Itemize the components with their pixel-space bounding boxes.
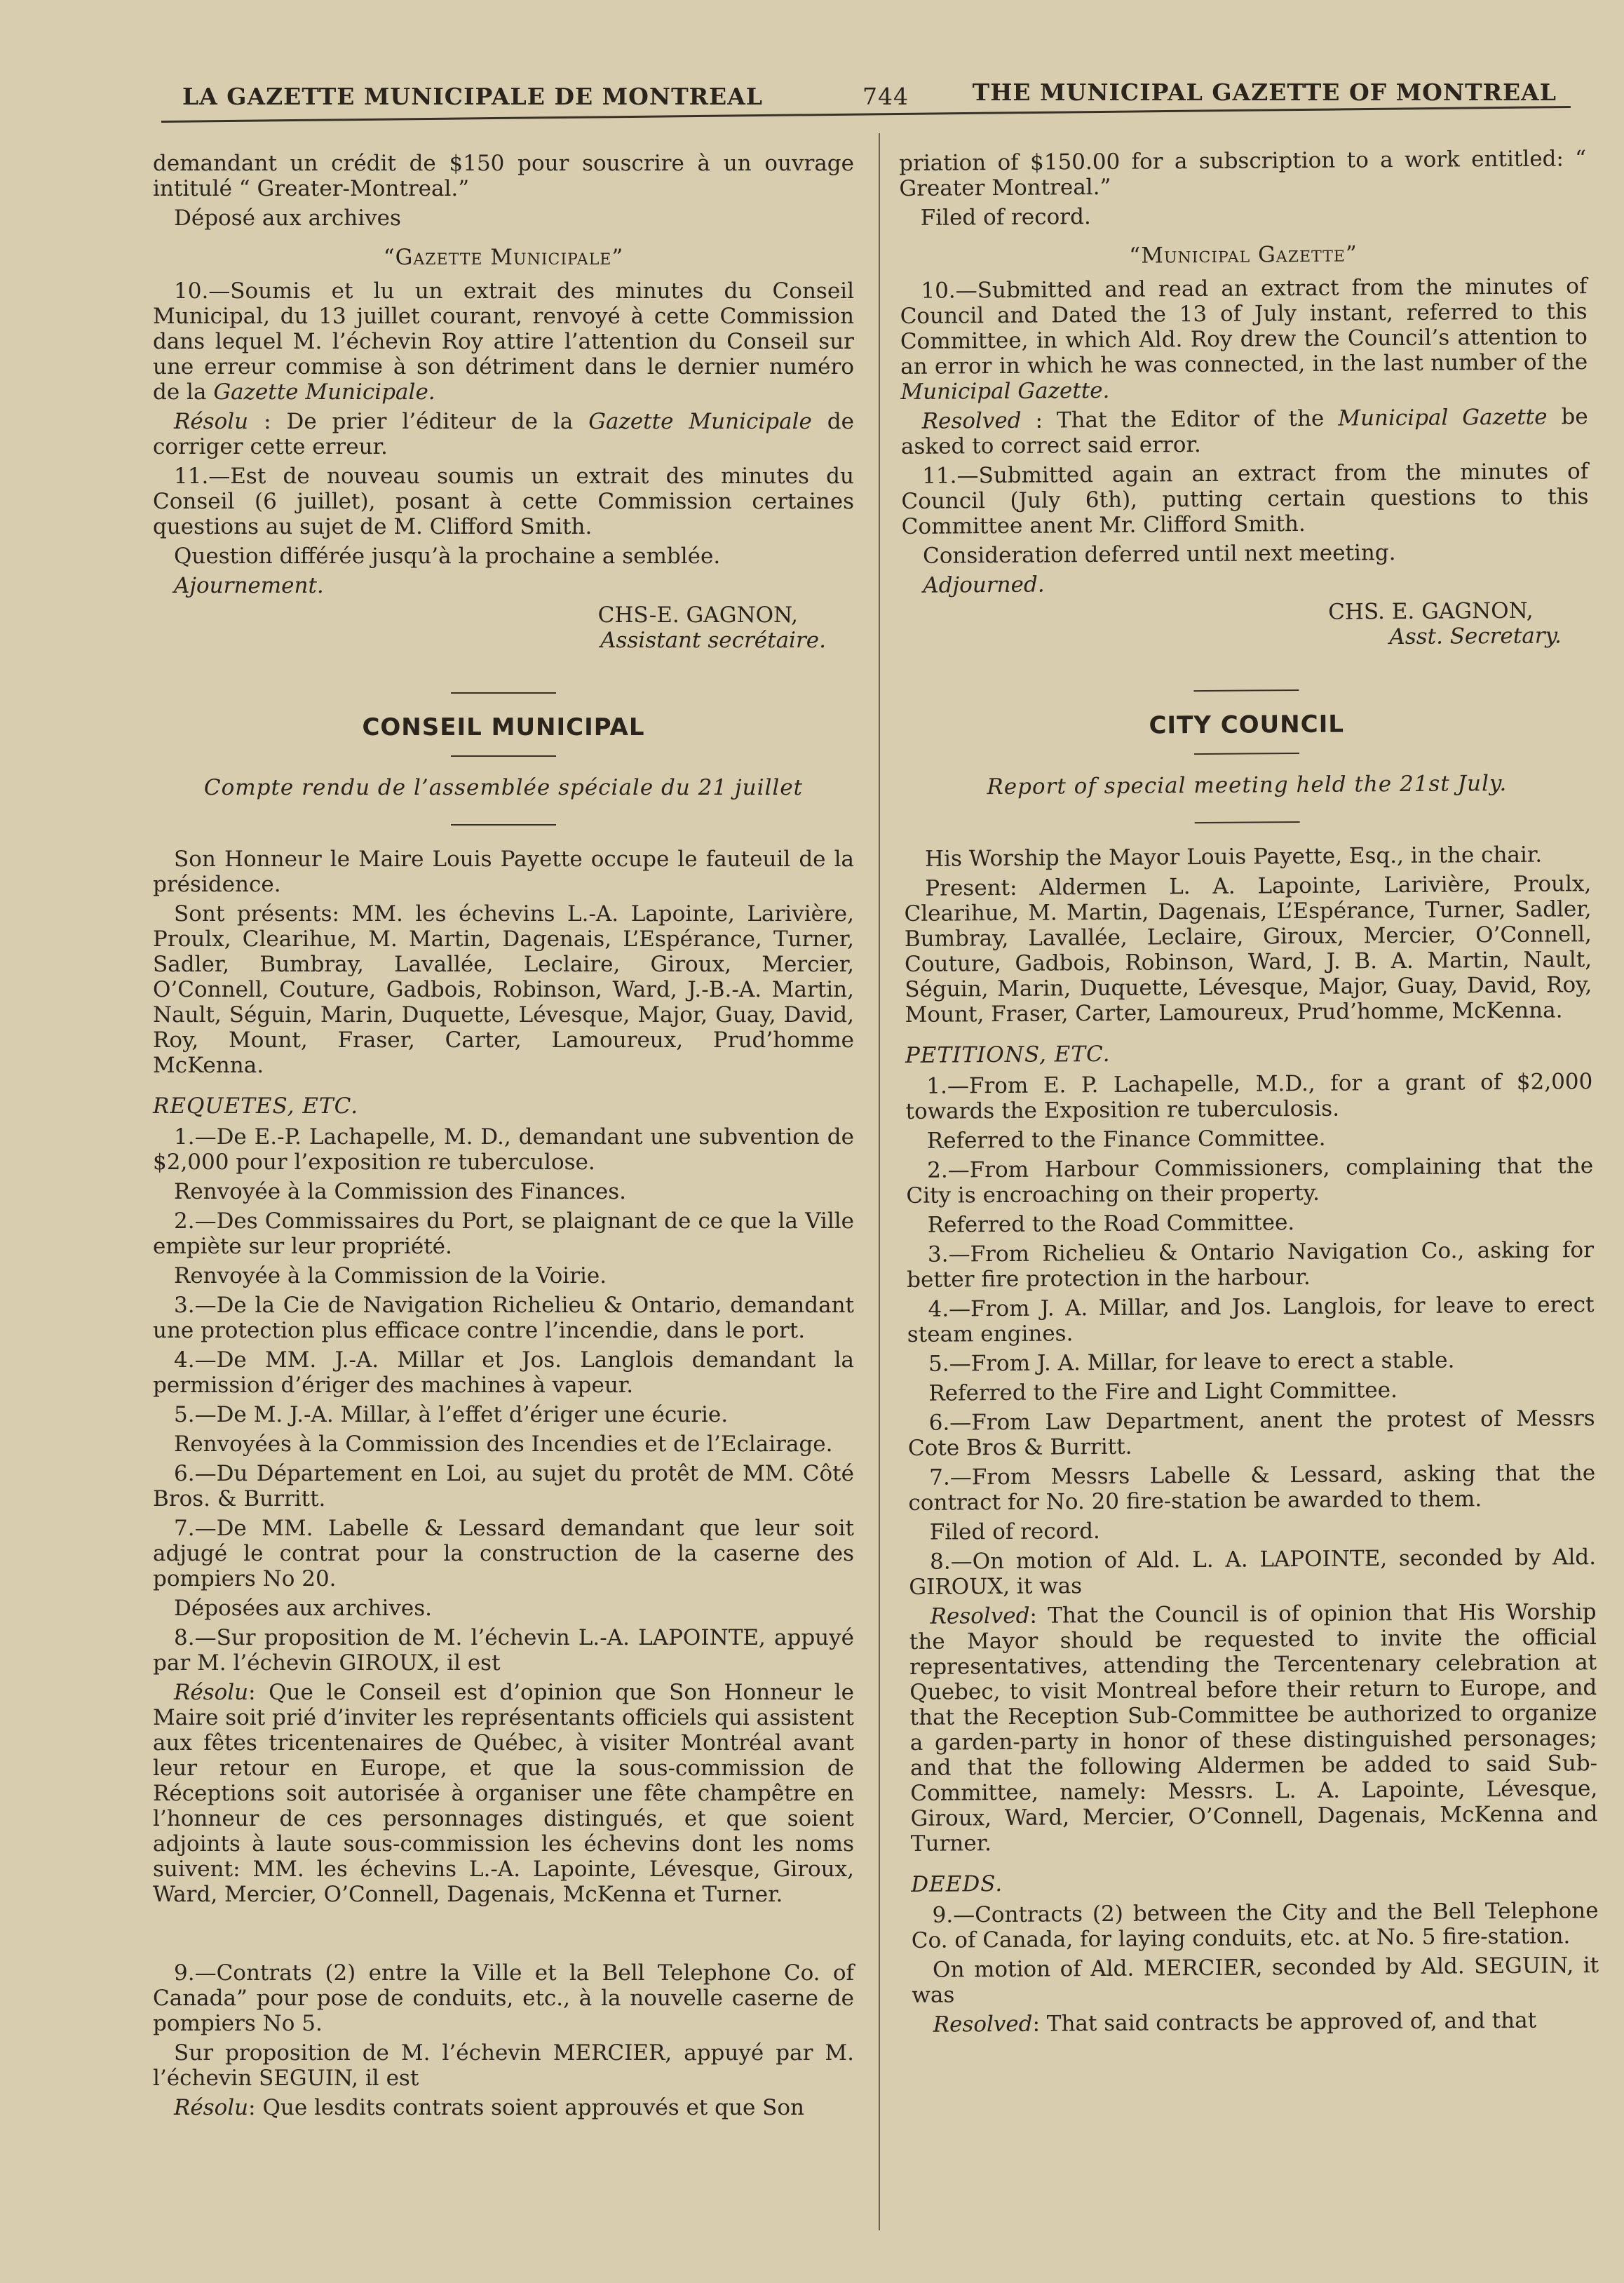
request-2: 2.—Des Commissaires du Port, se plaignant de ce que la Ville empiète sur leur propriété. xyxy=(153,1208,854,1259)
resolution-10-text-b: de corriger cette erreur. xyxy=(153,409,854,459)
request-9-resolution xyxy=(153,2095,854,2120)
resolution-label: Résolu xyxy=(174,409,249,434)
petition-6: 6.—From Law Department, anent the protest of Messrs Cote Bros & Burritt. xyxy=(907,1406,1595,1461)
present-paragraph: Present: Aldermen L. A. Lapointe, Larivière, Proulx, Clearihue, M. Martin, Dagenais, L’Espérance, Turner, Sadler, Bumbray, Lavallée, Leclaire, Giroux, Mercier, O’Connell, Couture, Gadbois, Robinson, Ward, J. B. A. Martin, Nault, Séguin, Marin, Duquette, Lévesque, Major, Guay, David, Roy, Mount, Fraser, Carter, Lamoureux, Prud’homme, McKenna. xyxy=(904,871,1592,1028)
request-9-proposal: Sur proposition de M. l’échevin MERCIER, appuyé par M. l’échevin SEGUIN, il est xyxy=(153,2040,854,2091)
request-8-resolution xyxy=(153,1680,854,1907)
item-10-gazette: Gazette Municipale. xyxy=(213,379,435,405)
request-5: 5.—De M. J.-A. Millar, à l’effet d’ériger une écurie. xyxy=(174,1402,729,1427)
request-3: 3.—De la Cie de Navigation Richelieu & Ontario, demandant une protection plus efficace contre l’incendie, dans le port. xyxy=(153,1293,854,1343)
petition-5: 5.—From J. A. Millar, for leave to erect a stable. xyxy=(928,1347,1455,1377)
gazette-heading: “Gazette Municipale” xyxy=(383,245,624,270)
header-title-english: THE MUNICIPAL GAZETTE OF MONTREAL xyxy=(972,79,1557,106)
subtitle-rule xyxy=(1195,821,1300,823)
present-paragraph: Sont présents: MM. les échevins L.-A. Lapointe, Larivière, Proulx, Clearihue, M. Martin, Dagenais, L’Espérance, Turner, Sadler, Bumbray, Lavallée, Leclaire, Giroux, Mercier, O’Connell, Couture, Gadbois, Robinson, Ward, J.-B.-A. Martin, Nault, Séguin, Marin, Duquette, Lévesque, Major, Guay, David, Roy, Mount, Fraser, Carter, Lamoureux, Prud’homme McKenna. xyxy=(153,901,854,1078)
petition-3: 3.—From Richelieu & Ontario Navigation Co., asking for better fire protection in the harbour. xyxy=(907,1237,1595,1293)
deed-9: 9.—Contracts (2) between the City and the Bell Telephone Co. of Canada, for laying conduits, etc. at No. 5 fire-station. xyxy=(911,1898,1599,1953)
adjournment-text: Ajournement. xyxy=(174,573,324,598)
resolution-10 xyxy=(153,409,854,459)
adjournment xyxy=(902,568,1589,598)
petition-5-referral: Referred to the Fire and Light Committee. xyxy=(928,1378,1398,1406)
resolved-label: Resolved xyxy=(933,2011,1033,2038)
petitions-heading: PETITIONS, ETC. xyxy=(905,1041,1111,1068)
item-10-municipal: Municipal xyxy=(900,378,1011,405)
signature-role: Asst. Secretary. xyxy=(1389,623,1562,650)
resolution-label: Résolu xyxy=(174,1680,249,1705)
petition-8: 8.—On motion of Ald. L. A. LAPOINTE, seconded by Ald. GIROUX, it was xyxy=(909,1544,1597,1600)
deeds-heading: DEEDS. xyxy=(911,1871,1003,1897)
council-title: CITY COUNCIL xyxy=(1149,710,1345,740)
gazette-heading: “Municipal Gazette” xyxy=(1129,241,1358,269)
request-6: 6.—Du Département en Loi, au sujet du protêt de MM. Côté Bros. & Burritt. xyxy=(153,1461,854,1511)
request-4: 4.—De MM. J.-A. Millar et Jos. Langlois demandant la permission d’ériger des machines à vapeur. xyxy=(153,1347,854,1398)
french-column xyxy=(153,151,854,2124)
english-column-body xyxy=(899,146,1599,2038)
council-subtitle: Report of special meeting held the 21st July. xyxy=(987,770,1508,800)
english-column xyxy=(899,146,1599,2042)
intro-paragraph: priation of $150.00 for a subscription to a work entitled: “ Greater Montreal.” xyxy=(899,146,1587,201)
requetes-heading: REQUETES, ETC. xyxy=(153,1093,359,1119)
adjournment-text: Adjourned. xyxy=(923,572,1045,598)
subtitle-rule xyxy=(451,824,556,826)
title-rule xyxy=(451,755,556,757)
filed-note: Filed of record. xyxy=(920,204,1091,231)
petition-4: 4.—From J. A. Millar, and Jos. Langlois, for leave to erect steam engines. xyxy=(907,1292,1595,1347)
item-10 xyxy=(900,274,1588,405)
signature-name: CHS-E. GAGNON, xyxy=(597,602,798,628)
deed-9-resolution xyxy=(912,2007,1599,2038)
title-rule xyxy=(1194,753,1299,755)
petition-7-referral: Filed of record. xyxy=(929,1518,1100,1545)
request-9: 9.—Contrats (2) entre la Ville et la Bell Telephone Co. of Canada” pour pose de conduits, etc., à la nouvelle caserne de pompiers No 5. xyxy=(153,1960,854,2036)
resolution-10-gazette: Gazette Municipale xyxy=(588,409,812,434)
item-10 xyxy=(153,278,854,405)
deferred-note: Question différée jusqu’à la prochaine a semblée. xyxy=(174,544,721,569)
signature-role: Assistant secrétaire. xyxy=(600,628,826,653)
petition-1: 1.—From E. P. Lachapelle, M.D., for a grant of $2,000 towards the Exposition re tuberculosis. xyxy=(905,1069,1593,1124)
spacer xyxy=(153,1911,854,1960)
request-7-referral: Déposées aux archives. xyxy=(174,1596,433,1621)
request-1: 1.—De E.-P. Lachapelle, M. D., demandant une subvention de $2,000 pour l’exposition re tuberculose. xyxy=(153,1124,854,1175)
request-8-resolution-text: : Que le Conseil est d’opinion que Son Honneur le Maire soit prié d’inviter les représentants officiels qui assistent aux fêtes tricentenaires de Québec, à visiter Montréal avant leur retour en Europe, et que la sous-commission de Réceptions soit autorisée à organiser une fête champêtre en l’honneur de ces personnages distingués, et que soient adjoints à laute sous-commission les échevins dont les noms suivent: MM. les échevins L.-A. Lapointe, Lévesque, Giroux, Ward, Mercier, O’Connell, Dagenais, McKenna et Turner. xyxy=(153,1680,854,1907)
item-11: 11.—Submitted again an extract from the minutes of Council (July 6th), putting certain questions to this Committee anent Mr. Clifford Smith. xyxy=(901,459,1589,539)
item-10-text: 10.—Soumis et lu un extrait des minutes du Conseil Municipal, du 13 juillet courant, renvoyé à cette Commission dans lequel M. l’échevin Roy attire l’attention du Conseil sur une erreur commise à son détriment dans le dernier numéro de la xyxy=(153,278,854,405)
filed-note: Déposé aux archives xyxy=(174,206,401,231)
section-rule xyxy=(451,692,556,694)
item-10-text: 10.—Submitted and read an extract from the minutes of Council and Dated the 13 of July instant, referred to this Committee, in which Ald. Roy drew the Council’s attention to an error in which he was connected, in the last number of the xyxy=(900,274,1588,379)
resolution-label: Résolu xyxy=(174,2095,249,2120)
header-title-french: LA GAZETTE MUNICIPALE DE MONTREAL xyxy=(182,83,764,110)
request-2-referral: Renvoyée à la Commission de la Voirie. xyxy=(174,1263,607,1288)
petition-8-resolution-text: : That the Council is of opinion that His Worship the Mayor should be requested to invite the official representatives, attending the Tercentenary celebration at Quebec, to visit Montreal before their return to Europe, and that the Reception Sub-Committee be authorized to organize a garden-party in honor of these distinguished personages; and that the following Aldermen be added to said Sub-Committee, namely: Messrs. L. A. Lapointe, Lévesque, Giroux, Ward, Mercier, O’Connell, Dagenais, McKenna and Turner. xyxy=(909,1599,1598,1857)
resolved-label: Resolved xyxy=(930,1603,1030,1629)
deed-9-resolution-text: : That said contracts be approved of, and that xyxy=(1032,2007,1537,2037)
request-9-resolution-text: : Que lesdits contrats soient approuvés et que Son xyxy=(248,2095,805,2120)
petition-8-resolution xyxy=(909,1599,1597,1857)
council-title: CONSEIL MUNICIPAL xyxy=(362,713,645,741)
column-divider xyxy=(879,133,880,2230)
resolution-10-text-a: : De prier l’éditeur de la xyxy=(248,409,589,434)
request-1-referral: Renvoyée à la Commission des Finances. xyxy=(174,1179,627,1204)
intro-paragraph: demandant un crédit de $150 pour souscrire à un ouvrage intitulé “ Greater-Montreal.” xyxy=(153,151,854,201)
petition-2-referral: Referred to the Road Committee. xyxy=(927,1210,1295,1238)
page-number: 744 xyxy=(862,83,909,110)
deed-9-motion: On motion of Ald. MERCIER, seconded by Ald. SEGUIN, it was xyxy=(912,1953,1599,2008)
petition-7: 7.—From Messrs Labelle & Lessard, asking that the contract for No. 20 fire-station be awarded to them. xyxy=(908,1460,1596,1516)
mayor-paragraph: His Worship the Mayor Louis Payette, Esq., in the chair. xyxy=(924,842,1543,872)
petition-1-referral: Referred to the Finance Committee. xyxy=(926,1125,1326,1154)
signature-name: CHS. E. GAGNON, xyxy=(1328,598,1534,625)
resolution-10-text-a: : That the Editor of the xyxy=(1021,405,1339,433)
request-8: 8.—Sur proposition de M. l’échevin L.-A. LAPOINTE, appuyé par M. l’échevin GIROUX, il est xyxy=(153,1625,854,1676)
request-5-referral: Renvoyées à la Commission des Incendies et de l’Eclairage. xyxy=(174,1432,833,1457)
deferred-note: Consideration deferred until next meeting. xyxy=(922,540,1396,569)
resolved-label: Resolved xyxy=(921,408,1022,434)
item-10-gazette: Gazette. xyxy=(1017,377,1110,404)
section-rule xyxy=(1193,689,1299,692)
adjournment xyxy=(153,573,854,598)
resolution-10-gazette: Municipal Gazette xyxy=(1338,404,1548,431)
council-subtitle: Compte rendu de l’assemblée spéciale du 21 juillet xyxy=(203,775,804,800)
resolution-10-text-b: be asked to correct said error. xyxy=(900,404,1588,459)
item-11: 11.—Est de nouveau soumis un extrait des minutes du Conseil (6 juillet), posant à cette Commission certaines questions au sujet de M. Clifford Smith. xyxy=(153,464,854,539)
petition-2: 2.—From Harbour Commissioners, complaining that the City is encroaching on their property. xyxy=(906,1153,1594,1208)
resolution-10 xyxy=(901,404,1588,459)
request-7: 7.—De MM. Labelle & Lessard demandant que leur soit adjugé le contrat pour la construction de la caserne des pompiers No 20. xyxy=(153,1516,854,1591)
mayor-paragraph: Son Honneur le Maire Louis Payette occupe le fauteuil de la présidence. xyxy=(153,847,854,897)
